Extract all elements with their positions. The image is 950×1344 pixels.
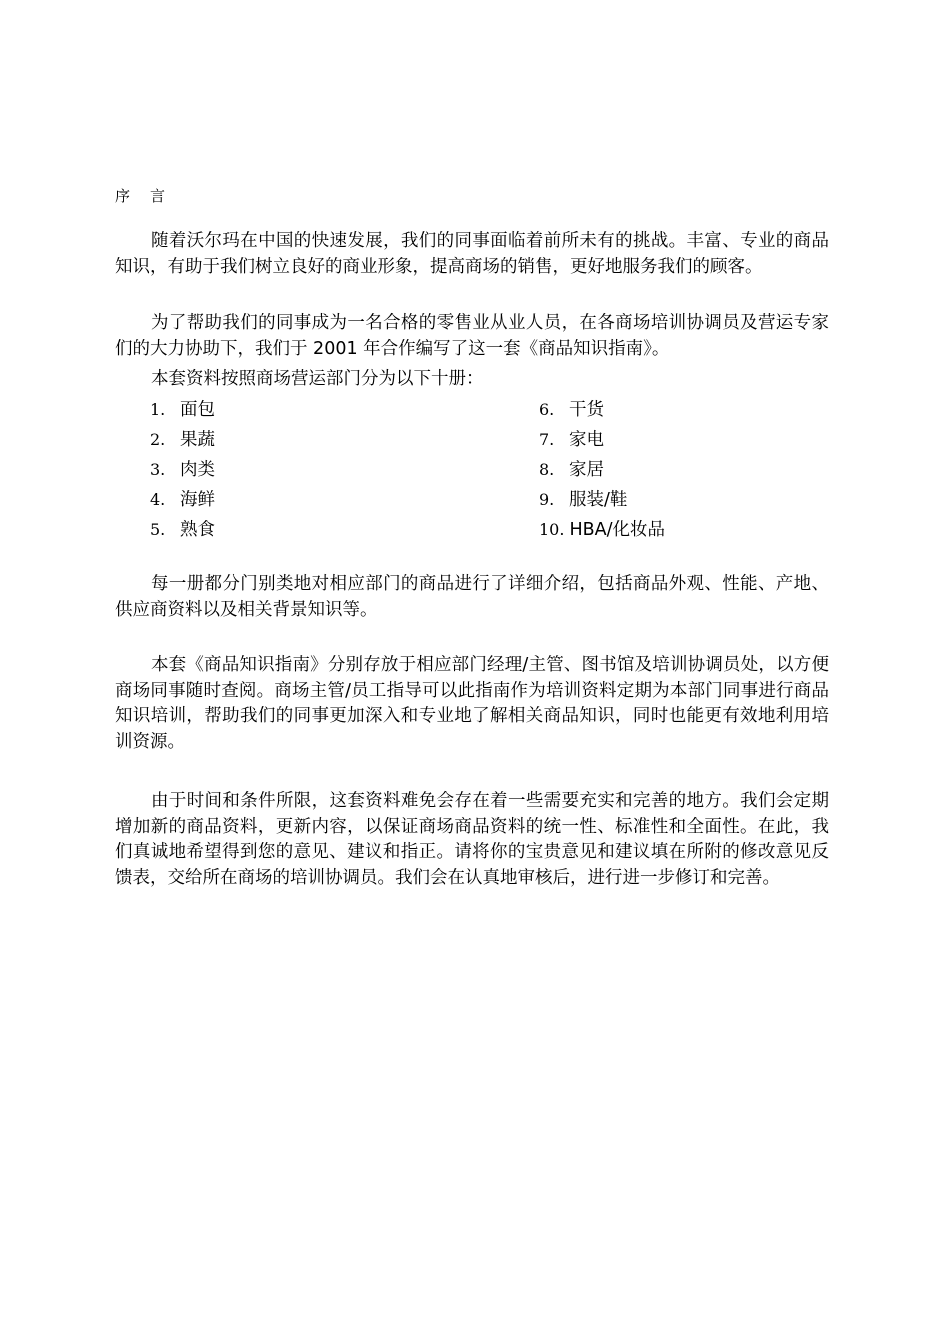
list-item-number: 8. xyxy=(539,460,555,479)
list-item-label: 干货 xyxy=(569,400,604,420)
title-char-1: 序 xyxy=(115,187,133,205)
list-item-number: 7. xyxy=(539,430,555,449)
list-item-label: 家电 xyxy=(569,430,604,450)
list-item xyxy=(539,455,665,485)
list-item-number: 1. xyxy=(150,400,166,419)
list-item-number: 6. xyxy=(539,400,555,419)
list-item xyxy=(150,395,215,425)
list-item-number: 3. xyxy=(150,460,166,479)
list-item-label: 熟食 xyxy=(180,520,215,540)
list-item-label: 服装/鞋 xyxy=(569,490,628,510)
list-item xyxy=(539,515,665,545)
paragraph-feedback: 由于时间和条件所限，这套资料难免会存在着一些需要充实和完善的地方。我们会定期增加新的商品资料，更新内容，以保证商场商品资料的统一性、标准性和全面性。在此，我们真诚地希望得到您的意见、建议和指正。请将你的宝贵意见和建议填在所附的修改意见反馈表，交给所在商场的培训协调员。我们会在认真地审核后，进行进一步修订和完善。 xyxy=(115,791,829,888)
list-item-number: 9. xyxy=(539,490,555,509)
list-item-label: 面包 xyxy=(180,400,215,420)
list-item xyxy=(539,425,665,455)
title-char-2: 言 xyxy=(150,187,168,205)
list-item xyxy=(150,455,215,485)
list-item-label: 果蔬 xyxy=(180,430,215,450)
list-item xyxy=(539,485,665,515)
page-title xyxy=(115,185,167,206)
paragraph-intro: 随着沃尔玛在中国的快速发展，我们的同事面临着前所未有的挑战。丰富、专业的商品知识，有助于我们树立良好的商业形象，提高商场的销售，更好地服务我们的顾客。 xyxy=(115,231,829,277)
list-item-number: 10. xyxy=(539,520,565,539)
list-item-number: 5. xyxy=(150,520,166,539)
paragraph-storage-usage: 本套《商品知识指南》分别存放于相应部门经理/主管、图书馆及培训协调员处，以方便商场同事随时查阅。商场主管/员工指导可以此指南作为培训资料定期为本部门同事进行商品知识培训，帮助我们的同事更加深入和专业地了解相关商品知识，同时也能更有效地利用培训资源。 xyxy=(115,655,829,752)
list-item xyxy=(150,425,215,455)
list-item xyxy=(150,485,215,515)
list-item-label: 家居 xyxy=(569,460,604,480)
list-item xyxy=(150,515,215,545)
list-item xyxy=(539,395,665,425)
paragraph-volumes-intro: 本套资料按照商场营运部门分为以下十册： xyxy=(151,369,484,389)
list-item-number: 2. xyxy=(150,430,166,449)
list-item-label: HBA/化妆品 xyxy=(569,520,665,540)
paragraph-purpose: 为了帮助我们的同事成为一名合格的零售业从业人员，在各商场培训协调员及营运专家们的大力协助下，我们于 2001 年合作编写了这一套《商品知识指南》。 xyxy=(115,313,829,359)
volume-list-right xyxy=(539,395,665,545)
volume-list-left xyxy=(150,395,215,545)
list-item-number: 4. xyxy=(150,490,166,509)
list-item-label: 肉类 xyxy=(180,460,215,480)
list-item-label: 海鲜 xyxy=(180,490,215,510)
paragraph-volume-content: 每一册都分门别类地对相应部门的商品进行了详细介绍，包括商品外观、性能、产地、供应商资料以及相关背景知识等。 xyxy=(115,574,829,620)
